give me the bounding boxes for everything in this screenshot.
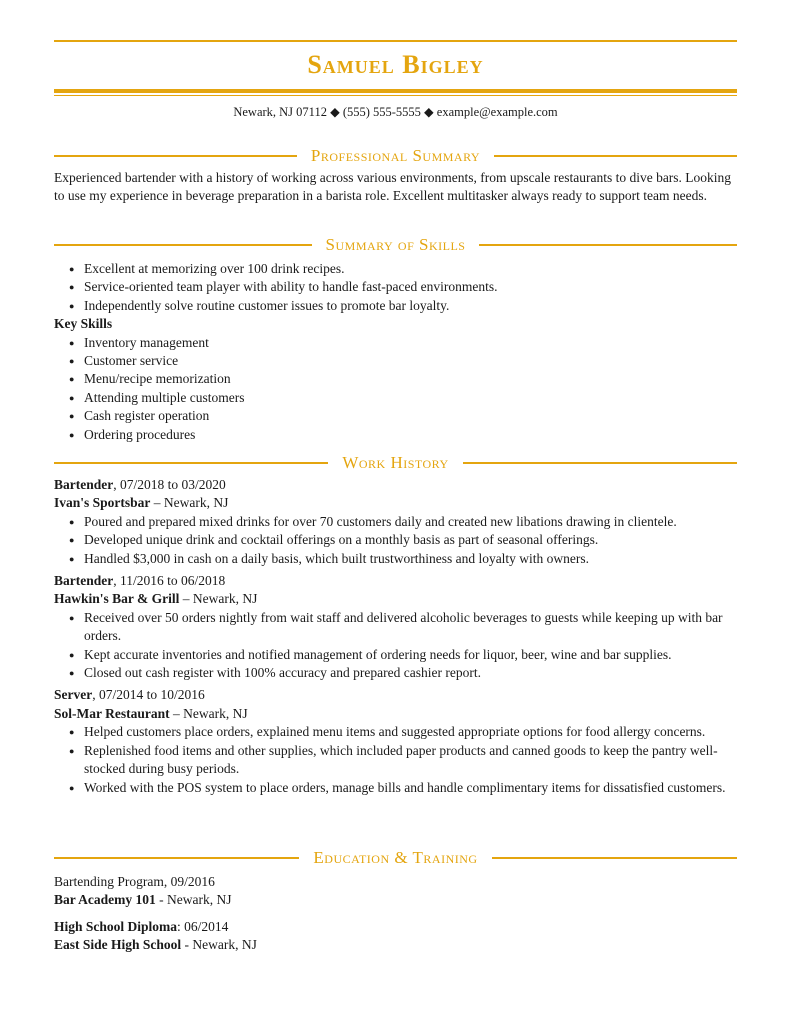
candidate-name: Samuel Bigley xyxy=(307,50,484,79)
job-dates: , 07/2014 to 10/2016 xyxy=(92,687,205,703)
education-degree-line xyxy=(54,918,737,936)
key-skills-list xyxy=(54,334,737,444)
list-item: ● Inventory management xyxy=(54,334,737,352)
job-bullets xyxy=(54,723,737,797)
education-date: , 09/2016 xyxy=(163,874,215,889)
list-item: ● Replenished food items and other supplies, which included paper products and canned goods to keep the pantry well-stocked during busy periods. xyxy=(54,742,737,779)
job-dates: , 07/2018 to 03/2020 xyxy=(113,477,226,492)
job-employer: Hawkin's Bar & Grill xyxy=(54,591,180,607)
skills-heading xyxy=(54,234,737,256)
job-role: Server xyxy=(54,687,93,703)
list-item: ● Handled $3,000 in cash on a daily basis, which built trustworthiness and loyalty with owners. xyxy=(54,550,737,568)
heading-rule-right xyxy=(494,155,737,157)
heading-rule-left xyxy=(54,857,299,859)
education-school-line xyxy=(54,891,737,909)
job-role: Bartender xyxy=(54,477,114,492)
work-block xyxy=(54,476,737,797)
summary-title: Professional Summary xyxy=(310,146,481,165)
heading-rule-right xyxy=(463,462,737,464)
job-location: – Newark, NJ xyxy=(179,591,258,607)
work-heading xyxy=(54,452,737,474)
list-item: ● Developed unique drink and cocktail offerings on a monthly basis as part of seasonal offerings. xyxy=(54,531,737,549)
summary-heading xyxy=(54,145,737,167)
education-school: Bar Academy 101 xyxy=(54,892,156,908)
list-item: ● Customer service xyxy=(54,352,737,370)
contact-line: Newark, NJ 07112 ◆ (555) 555-5555 ◆ example@example.com xyxy=(233,105,558,119)
education-degree-line xyxy=(54,873,737,891)
name-rule-thin xyxy=(54,95,737,96)
list-item: ● Kept accurate inventories and notified management of ordering needs for liquor, beer, wine and bar supplies. xyxy=(54,646,737,664)
job-employer-line xyxy=(54,494,737,512)
job-title-line xyxy=(54,476,737,494)
job-dates: , 11/2016 to 06/2018 xyxy=(113,573,226,589)
education-degree: High School Diploma xyxy=(54,918,178,934)
skills-title: Summary of Skills xyxy=(325,235,466,254)
job-location: – Newark, NJ xyxy=(150,495,229,511)
heading-rule-left xyxy=(54,244,312,246)
list-item: ● Excellent at memorizing over 100 drink recipes. xyxy=(54,260,737,278)
job-title-line xyxy=(54,686,737,704)
heading-rule-left xyxy=(54,462,328,464)
list-item: ● Cash register operation xyxy=(54,407,737,425)
job-entry xyxy=(54,572,737,682)
skills-block xyxy=(54,260,737,444)
list-item: ● Poured and prepared mixed drinks for over 70 customers daily and created new libations drawing in clientele. xyxy=(54,513,737,531)
education-school: East Side High School xyxy=(54,937,182,953)
education-date: : 06/2014 xyxy=(177,918,229,934)
job-entry xyxy=(54,476,737,568)
list-item: ● Independently solve routine customer issues to promote bar loyalty. xyxy=(54,297,737,315)
job-employer: Ivan's Sportsbar xyxy=(54,495,151,511)
education-degree: Bartending Program xyxy=(54,874,164,889)
name-rule-thick xyxy=(54,89,737,93)
education-title: Education & Training xyxy=(313,848,478,867)
heading-rule-right xyxy=(479,244,737,246)
list-item: ● Menu/recipe memorization xyxy=(54,370,737,388)
education-heading xyxy=(54,847,737,869)
job-role: Bartender xyxy=(54,573,114,589)
education-location: - Newark, NJ xyxy=(181,937,257,953)
job-bullets xyxy=(54,609,737,683)
list-item: ● Closed out cash register with 100% accuracy and prepared cashier report. xyxy=(54,664,737,682)
key-skills-label: Key Skills xyxy=(54,316,113,332)
heading-rule-left xyxy=(54,155,297,157)
work-title: Work History xyxy=(342,453,449,472)
list-item: ● Worked with the POS system to place orders, manage bills and handle complimentary items for dissatisfied customers. xyxy=(54,779,737,797)
education-location: - Newark, NJ xyxy=(155,892,232,908)
list-item: ● Service-oriented team player with ability to handle fast-paced environments. xyxy=(54,278,737,296)
list-item: ● Received over 50 orders nightly from wait staff and delivered alcoholic beverages to guests while keeping up with bar orders. xyxy=(54,609,737,646)
job-title-line xyxy=(54,572,737,590)
list-item: ● Attending multiple customers xyxy=(54,389,737,407)
list-item: ● Ordering procedures xyxy=(54,426,737,444)
job-employer-line xyxy=(54,705,737,723)
education-school-line xyxy=(54,936,737,954)
education-entry xyxy=(54,873,737,910)
top-rule xyxy=(54,40,737,42)
job-employer-line xyxy=(54,590,737,608)
list-item: ● Helped customers place orders, explained menu items and suggested appropriate options for food allergy concerns. xyxy=(54,723,737,741)
heading-rule-right xyxy=(492,857,737,859)
education-entry xyxy=(54,918,737,955)
summary-text: Experienced bartender with a history of working across various environments, from upscale restaurants to dive bars. Looking to use my experience in beverage preparation in a barista role. Excellent multitasker always ready to support team needs. xyxy=(54,170,732,204)
job-entry xyxy=(54,686,737,796)
education-block xyxy=(54,873,737,955)
skills-bullet-list xyxy=(54,260,737,315)
job-employer: Sol-Mar Restaurant xyxy=(54,705,170,721)
job-bullets xyxy=(54,513,737,568)
job-location: – Newark, NJ xyxy=(169,705,248,721)
